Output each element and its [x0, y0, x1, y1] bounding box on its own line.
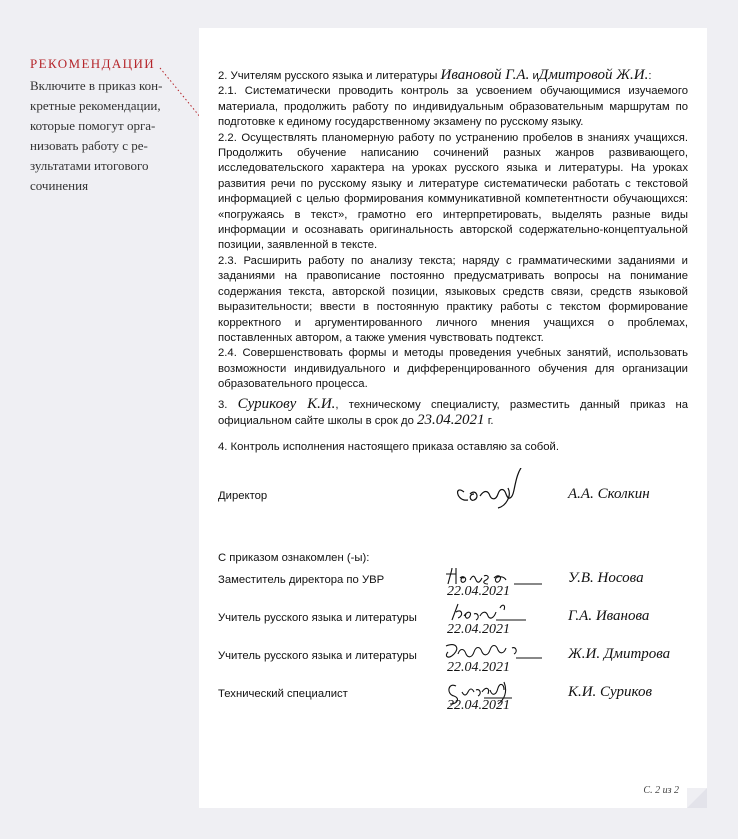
item-4: 4. Контроль исполнения настоящего приказа оставляю за собой. — [218, 441, 560, 454]
signatory-role: Заместитель директора по УВР — [218, 574, 385, 586]
order-body — [218, 68, 688, 456]
item-2-2: 2.2. Осуществлять планомерную работу по устранению пробелов в знаниях учащихся. Продолжить обучение написанию сочинений разных жанров развивающего, исследовательского характера на уроках русского языка и литературы. На уроках развития речи по русскому языку и литературе систематически работать с текстовой информацией с целью формирования коммуникативной компетентности обучающихся: «погружаясь в текст», грамотно его интерпретировать, выделять разные виды информации и осознавать оригинальность авторской содержательно-концептуальной позиции, заявленной в тексте. — [218, 131, 688, 252]
director-label: Директор — [218, 490, 268, 502]
sidebar-text: Включите в приказ кон- кретные рекомендации, которые помогут орга- низовать работу с ре- зультатами итогового сочинения — [30, 78, 163, 193]
item-2-4: 2.4. Совершенствовать формы и методы проведения учебных занятий, использовать возможности индивидуального и дифференцированного обучения для организации образовательного процесса. — [218, 347, 688, 391]
signatory-name: К.И. Суриков — [568, 684, 652, 700]
signatory-name: У.В. Носова — [568, 570, 644, 586]
item-2-3: 2.3. Расширить работу по анализу текста; наряду с грамматическими заданиями и заданиями на правописание постоянно предусматривать вопросы на понимание содержания текста, авторской позиции, языковых средств связи, средств языковой выразительности; ввести в постоянную практику работы с текстом формирование корректного и аргументированного личного мнения учащихся о проблемах, поставленных автором, а также умения чувствовать подтекст. — [218, 254, 688, 344]
signatory-role: Учитель русского языка и литературы — [218, 650, 417, 662]
signatory-name: Ж.И. Дмитрова — [568, 646, 671, 662]
handwritten-name-dmitrova: Дмитровой Ж.И. — [538, 67, 649, 83]
page-fold — [687, 788, 707, 808]
item-3: 3. Сурикову К.И., техническому специалисту, разместить данный приказ на официальном сайте школы в срок до 23.04.2021 г. — [218, 395, 689, 428]
signatory-name: Г.А. Иванова — [568, 608, 650, 624]
signatory-role: Учитель русского языка и литературы — [218, 612, 417, 624]
recommendations-sidebar — [30, 56, 180, 196]
signatory-date: 22.04.2021 — [447, 698, 510, 713]
item-2-intro: 2. Учителям русского языка и литературы Ивановой Г.А. иДмитровой Ж.И.: — [218, 67, 652, 83]
director-signature — [450, 468, 540, 510]
page-number: С. 2 из 2 — [643, 785, 679, 796]
signatory-date: 22.04.2021 — [447, 660, 510, 675]
handwritten-deadline-date: 23.04.2021 — [417, 411, 485, 428]
sidebar-heading: РЕКОМЕНДАЦИИ — [30, 56, 156, 71]
signatory-date: 22.04.2021 — [447, 584, 510, 599]
item-2-1: 2.1. Систематически проводить контроль за усвоением обучающимися изучаемого материала, продолжить работу по индивидуальным образовательным маршрутам по подготовке к единому государственному экзамену по русскому языку. — [218, 85, 688, 129]
document-page — [199, 28, 707, 808]
director-name: А.А. Сколкин — [568, 486, 650, 502]
acquainted-heading: С приказом ознакомлен (-ы): — [218, 552, 370, 564]
handwritten-name-ivanova: Ивановой Г.А. — [440, 67, 530, 83]
signatory-date: 22.04.2021 — [447, 622, 510, 637]
signatory-role: Технический специалист — [218, 688, 348, 700]
handwritten-name-surikov: Сурикову К.И. — [237, 395, 336, 412]
